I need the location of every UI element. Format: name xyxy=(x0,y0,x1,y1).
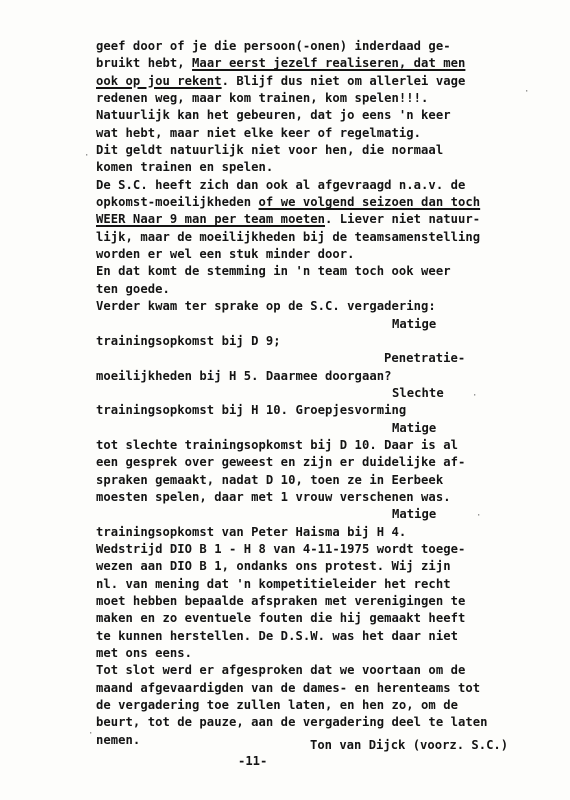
text-line: De S.C. heeft zich dan ook al afgevraagd n.a.v. de xyxy=(96,177,466,192)
signature: Ton van Dijck (voorz. S.C.) xyxy=(310,738,509,752)
text-line: met ons eens. xyxy=(96,646,193,661)
text-line: nl. van mening dat 'n kompetitieleider het recht xyxy=(96,576,451,591)
underlined-phrase: ook op jou rekent xyxy=(96,73,222,88)
text-line: opkomst-moeilijkheden of we volgend seizoen dan toch xyxy=(96,195,481,210)
text-line: En dat komt de stemming in 'n team toch ook weer xyxy=(96,264,451,279)
text-line: Tot slot werd er afgesproken dat we voortaan om de xyxy=(96,663,466,678)
ink-speck: · xyxy=(84,151,90,161)
text-line: moet hebben bepaalde afspraken met verenigingen te xyxy=(96,594,466,608)
text-line: spraken gemaakt, nadat D 10, toen ze in Eerbeek xyxy=(96,472,444,487)
text-line: komen trainen en spelen. xyxy=(96,160,274,175)
text-line: te kunnen herstellen. De D.S.W. was het daar niet xyxy=(96,628,458,643)
text-line: worden er wel een stuk minder door. xyxy=(96,247,355,262)
text-line: beurt, tot de pauze, aan de vergadering deel te laten xyxy=(96,715,488,730)
text-line: Dit geldt natuurlijk niet voor hen, die normaal xyxy=(96,143,444,158)
underlined-phrase: WEER Naar 9 man per team moeten xyxy=(96,212,326,227)
text-line: maken en zo eventuele fouten die hij gemaakt heeft xyxy=(96,611,466,626)
underlined-phrase: Maar eerst jezelf realiseren, dat men xyxy=(192,56,466,71)
text-line: Matige xyxy=(392,316,437,331)
text-line: lijk, maar de moeilijkheden bij de teamsamenstelling xyxy=(96,229,481,244)
text-line: maand afgevaardigden van de dames- en herenteams tot xyxy=(96,680,481,695)
ink-speck: · xyxy=(88,729,94,739)
text-line: Verder kwam ter sprake op de S.C. vergadering: xyxy=(96,299,436,314)
text-line: wat hebt, maar niet elke keer of regelmatig. xyxy=(96,125,422,140)
ink-speck: · xyxy=(524,87,530,97)
text-line: Penetratie- xyxy=(384,351,466,366)
text-line: bruikt hebt, Maar eerst jezelf realiseren, dat men xyxy=(96,56,466,71)
page-number: -11- xyxy=(238,754,268,768)
text-line: moesten spelen, daar met 1 vrouw verschenen was. xyxy=(96,489,451,504)
text-line: geef door of je die persoon(-onen) inderdaad ge- xyxy=(96,39,451,53)
text-line: trainingsopkomst van Peter Haisma bij H 4. xyxy=(96,524,407,539)
text-line: trainingsopkomst bij D 9; xyxy=(96,333,281,348)
text-line: Slechte xyxy=(392,385,444,400)
text-line: tot slechte trainingsopkomst bij D 10. Daar is al xyxy=(96,437,458,452)
text-line: moeilijkheden bij H 5. Daarmee doorgaan? xyxy=(96,368,392,383)
ink-speck: · xyxy=(476,511,482,521)
text-line: een gesprek over geweest en zijn er duidelijke af- xyxy=(96,455,466,470)
text-line: ook op jou rekent. Blijf dus niet om allerlei vage xyxy=(96,73,466,88)
text-line: WEER Naar 9 man per team moeten. Liever niet natuur- xyxy=(96,212,481,227)
text-line: redenen weg, maar kom trainen, kom spelen!!!. xyxy=(96,91,429,106)
text-line: Matige xyxy=(392,507,437,522)
text-line: Natuurlijk kan het gebeuren, dat jo eens 'n keer xyxy=(96,108,451,123)
text-line: wezen aan DIO B 1, ondanks ons protest. Wij zijn xyxy=(96,559,451,574)
text-line: de vergadering toe zullen laten, en hen zo, om de xyxy=(96,698,458,713)
ink-speck: · xyxy=(472,391,478,401)
text-line: Wedstrijd DIO B 1 - H 8 van 4-11-1975 wordt toege- xyxy=(96,541,466,556)
text-line: Matige xyxy=(392,420,437,435)
underlined-phrase: of we volgend seizoen dan toch xyxy=(258,195,481,210)
text-line: nemen. xyxy=(96,732,141,747)
text-line: ten goede. xyxy=(96,281,170,296)
text-line: trainingsopkomst bij H 10. Groepjesvorming xyxy=(96,403,407,418)
document-body xyxy=(96,38,556,749)
